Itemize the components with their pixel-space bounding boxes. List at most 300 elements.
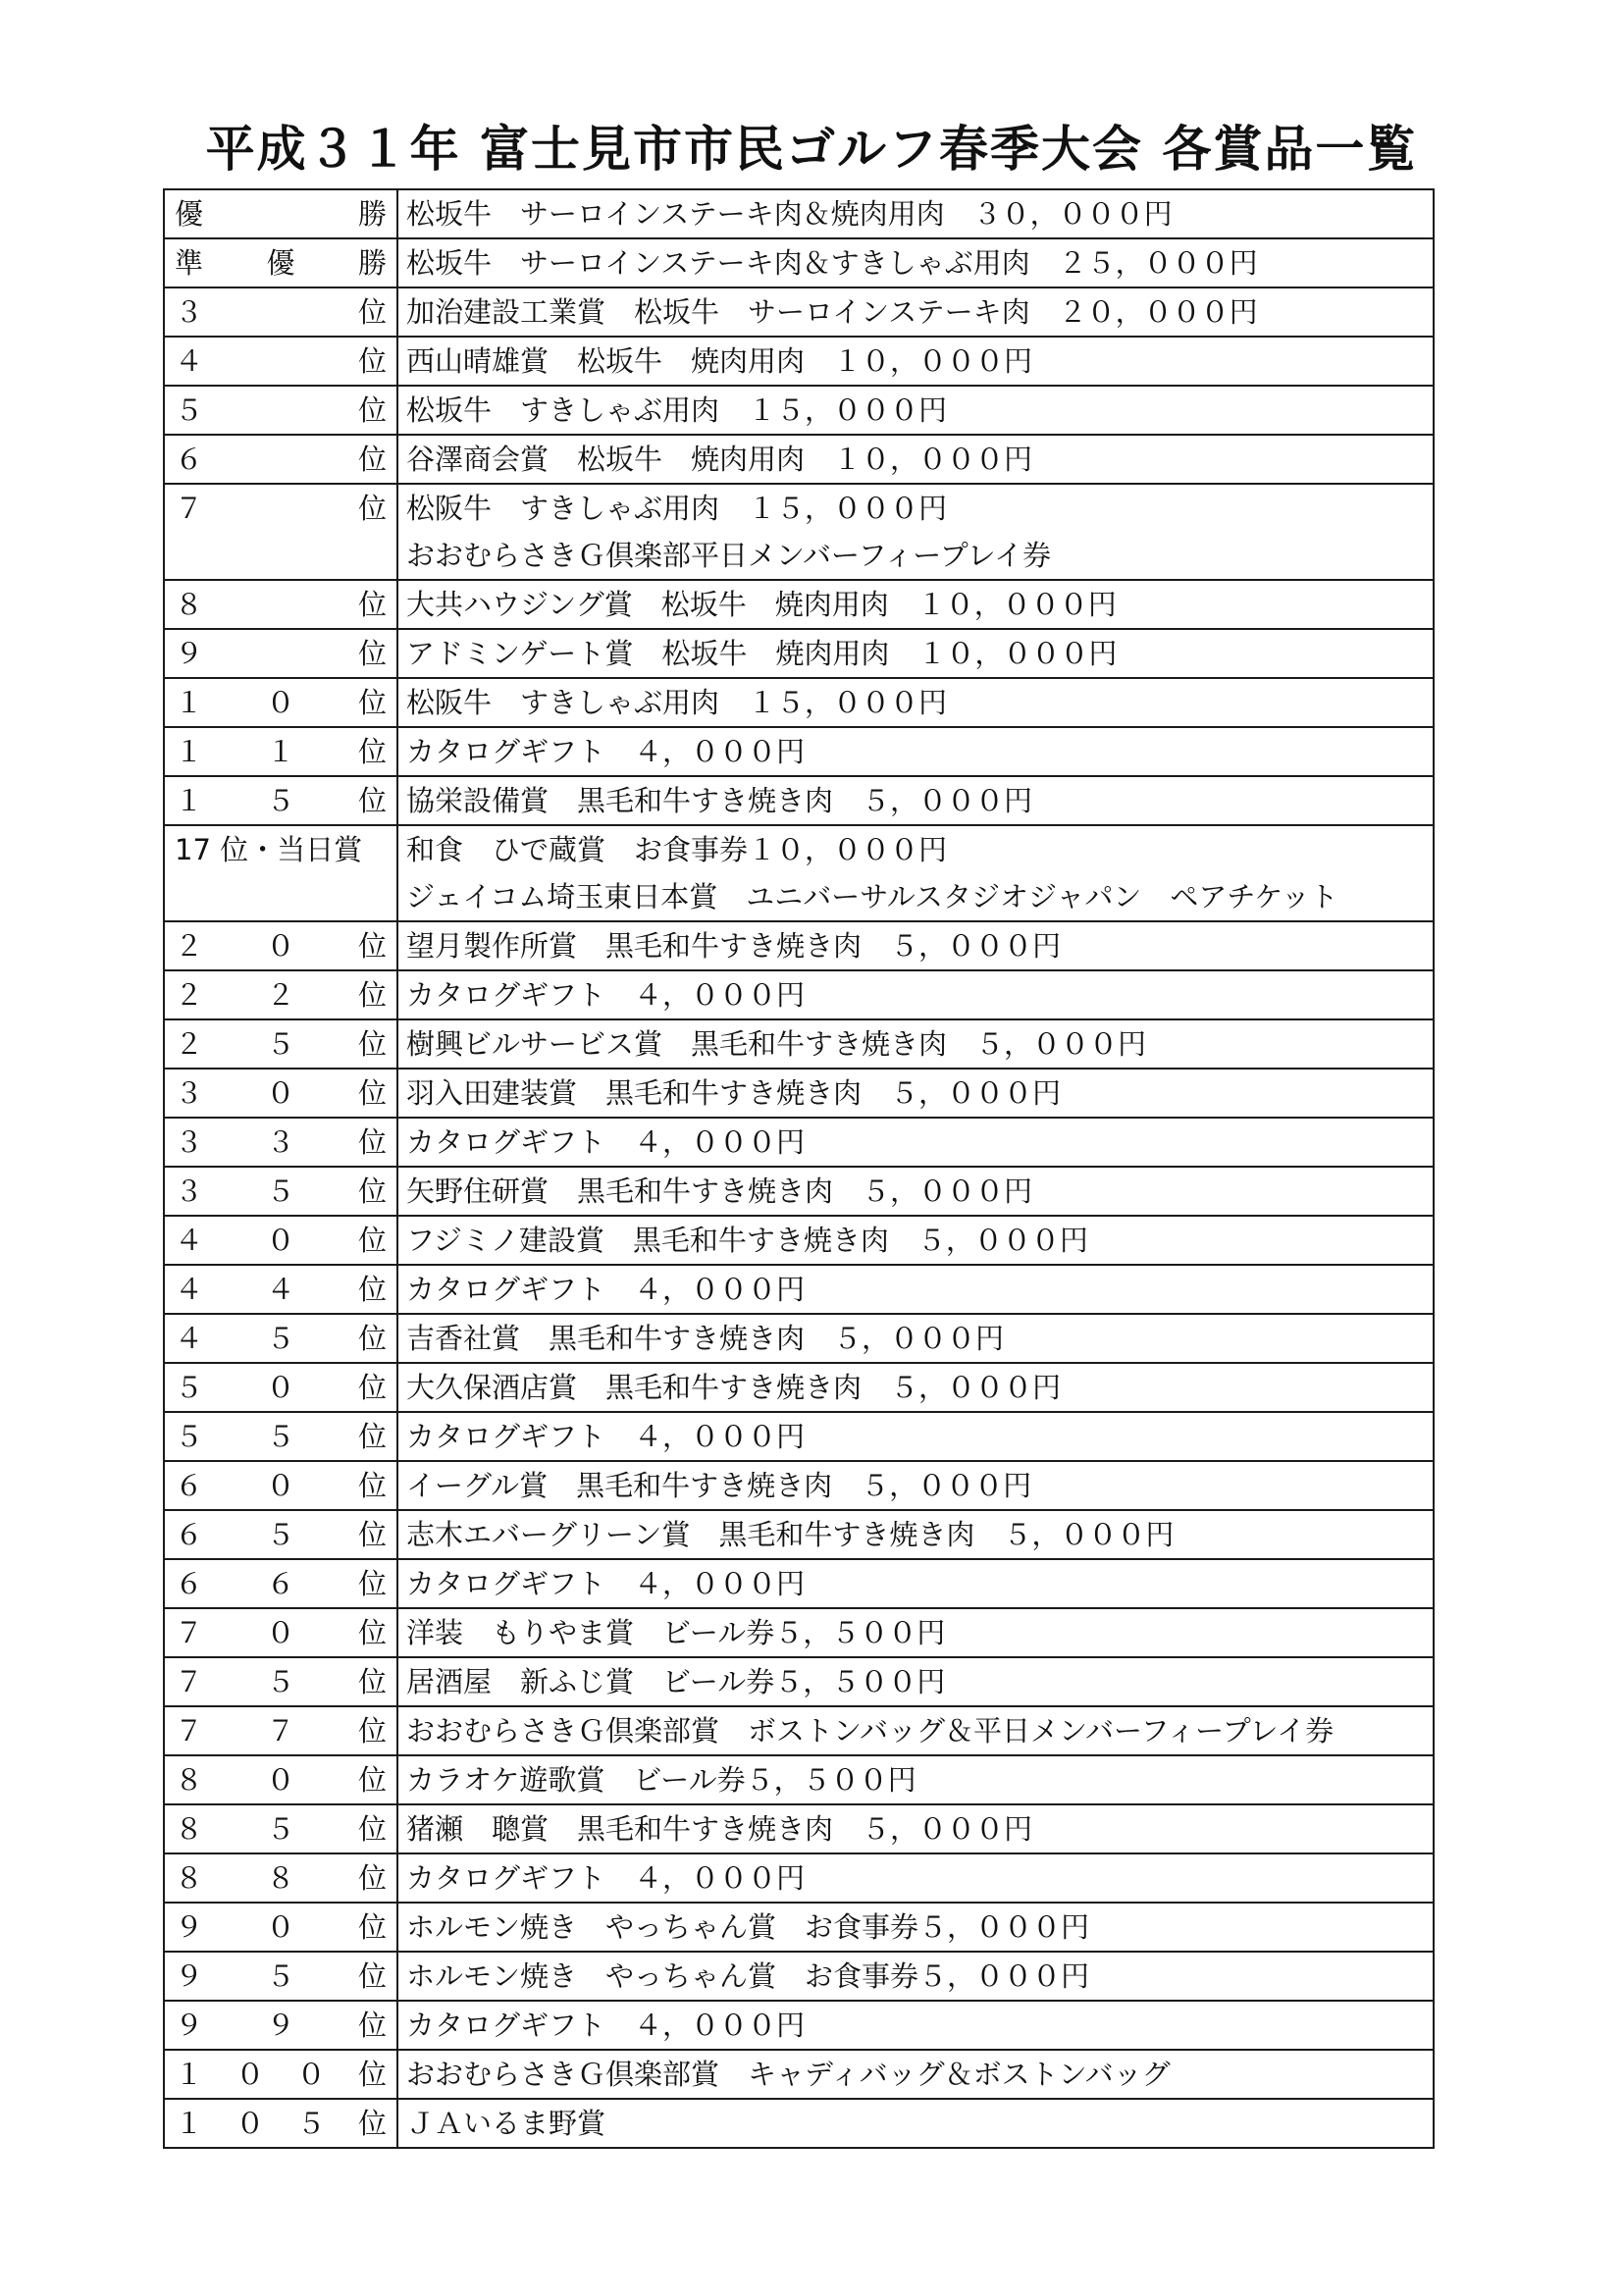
rank-text: ２ bbox=[175, 1027, 204, 1061]
rank-cell bbox=[164, 189, 397, 238]
rank-text: ５ bbox=[266, 1959, 295, 1993]
prize-cell bbox=[397, 580, 1434, 629]
rank-label bbox=[175, 485, 387, 532]
rank-text: 位 bbox=[357, 588, 387, 621]
rank-label bbox=[175, 1364, 387, 1411]
prize-text: 和食 ひで蔵賞 お食事券１０，０００円 bbox=[406, 833, 948, 866]
rank-cell bbox=[164, 1167, 397, 1216]
table-row bbox=[164, 1118, 1434, 1167]
prize-cell bbox=[397, 1167, 1434, 1216]
rank-text: 位 bbox=[357, 1665, 387, 1698]
rank-text: 位 bbox=[357, 2058, 387, 2091]
prize-cell bbox=[397, 1657, 1434, 1706]
rank-text: ７ bbox=[266, 1714, 295, 1748]
prize-cell bbox=[397, 1461, 1434, 1510]
prize-text: 樹興ビルサービス賞 黒毛和牛すき焼き肉 ５，０００円 bbox=[406, 1027, 1147, 1061]
table-row bbox=[164, 629, 1434, 678]
rank-label bbox=[175, 1904, 387, 1951]
table-row bbox=[164, 825, 1434, 921]
rank-text: ８ bbox=[175, 588, 204, 621]
table-row bbox=[164, 1608, 1434, 1657]
rank-label bbox=[175, 288, 387, 336]
rank-text: 位 bbox=[357, 295, 387, 329]
rank-text: 位 bbox=[357, 393, 387, 427]
prize-cell bbox=[397, 629, 1434, 678]
rank-text: ２ bbox=[175, 978, 204, 1012]
rank-text: 位 bbox=[357, 1420, 387, 1453]
table-row bbox=[164, 189, 1434, 238]
table-row bbox=[164, 1167, 1434, 1216]
rank-label bbox=[175, 826, 387, 873]
prize-cell bbox=[397, 484, 1434, 580]
table-row bbox=[164, 435, 1434, 484]
rank-text: １ bbox=[175, 686, 204, 719]
rank-cell bbox=[164, 1265, 397, 1314]
table-row bbox=[164, 1461, 1434, 1510]
rank-label bbox=[175, 1756, 387, 1803]
table-row bbox=[164, 921, 1434, 970]
rank-text: ７ bbox=[175, 492, 204, 525]
rank-label bbox=[175, 1413, 387, 1460]
rank-cell bbox=[164, 287, 397, 337]
rank-cell bbox=[164, 2099, 397, 2148]
prize-text: 谷澤商会賞 松坂牛 焼肉用肉 １０，０００円 bbox=[406, 443, 1033, 476]
rank-text: ８ bbox=[175, 1763, 204, 1797]
rank-label bbox=[175, 1266, 387, 1313]
rank-text: ４ bbox=[175, 1273, 204, 1306]
table-row bbox=[164, 1265, 1434, 1314]
rank-cell bbox=[164, 1314, 397, 1363]
prize-text: 矢野住研賞 黒毛和牛すき焼き肉 ５，０００円 bbox=[406, 1174, 1033, 1208]
rank-cell bbox=[164, 678, 397, 727]
prize-cell bbox=[397, 1412, 1434, 1461]
prize-cell bbox=[397, 1559, 1434, 1608]
rank-cell bbox=[164, 1657, 397, 1706]
rank-text: ５ bbox=[266, 1518, 295, 1551]
rank-text: ５ bbox=[175, 1371, 204, 1404]
rank-text: ７ bbox=[175, 1665, 204, 1698]
rank-text: ０ bbox=[266, 929, 295, 963]
rank-label bbox=[175, 1217, 387, 1264]
rank-text: １ bbox=[175, 735, 204, 768]
rank-text: 位 bbox=[357, 1322, 387, 1355]
rank-text: ８ bbox=[175, 1812, 204, 1846]
prize-table bbox=[163, 188, 1435, 2149]
prize-text: 居酒屋 新ふじ賞 ビール券５，５００円 bbox=[406, 1665, 946, 1698]
rank-text: ３ bbox=[175, 1174, 204, 1208]
prize-cell bbox=[397, 1216, 1434, 1265]
rank-cell bbox=[164, 1952, 397, 2001]
rank-text: 位 bbox=[357, 1076, 387, 1110]
prize-cell bbox=[397, 1019, 1434, 1069]
prize-text: 羽入田建装賞 黒毛和牛すき焼き肉 ５，０００円 bbox=[406, 1076, 1062, 1110]
rank-text: 位 bbox=[357, 1371, 387, 1404]
rank-label bbox=[175, 2002, 387, 2049]
rank-cell bbox=[164, 1412, 397, 1461]
rank-label bbox=[175, 1854, 387, 1902]
rank-label bbox=[175, 1462, 387, 1509]
table-row bbox=[164, 1903, 1434, 1952]
table-row bbox=[164, 1069, 1434, 1118]
rank-text: ９ bbox=[175, 1910, 204, 1944]
prize-text: カタログギフト ４，０００円 bbox=[406, 1125, 806, 1159]
rank-text: ４ bbox=[175, 1224, 204, 1257]
prize-text: カタログギフト ４，０００円 bbox=[406, 1567, 806, 1600]
rank-text: ３ bbox=[175, 295, 204, 329]
rank-cell bbox=[164, 580, 397, 629]
rank-text: ０ bbox=[296, 2058, 326, 2091]
rank-cell bbox=[164, 825, 397, 921]
rank-cell bbox=[164, 1853, 397, 1903]
prize-text: ホルモン焼き やっちゃん賞 お食事券５，０００円 bbox=[406, 1910, 1090, 1944]
rank-text: ０ bbox=[266, 1371, 295, 1404]
prize-text: 松坂牛 サーロインステーキ肉＆焼肉用肉 ３０，０００円 bbox=[406, 197, 1173, 231]
table-row bbox=[164, 238, 1434, 287]
rank-label bbox=[175, 338, 387, 385]
rank-text: ５ bbox=[175, 393, 204, 427]
prize-cell bbox=[397, 1903, 1434, 1952]
prize-text: おおむらさきＧ倶楽部平日メンバーフィープレイ券 bbox=[406, 539, 1052, 572]
rank-text: 勝 bbox=[357, 246, 387, 280]
rank-cell bbox=[164, 1118, 397, 1167]
rank-text: １ bbox=[266, 735, 295, 768]
rank-text: ９ bbox=[175, 2009, 204, 2042]
rank-label bbox=[175, 1511, 387, 1558]
rank-text: ５ bbox=[266, 1420, 295, 1453]
prize-table-body bbox=[164, 189, 1434, 2148]
rank-text: 準 bbox=[175, 246, 204, 280]
rank-text: 位 bbox=[357, 1861, 387, 1895]
rank-text: 位 bbox=[357, 1763, 387, 1797]
rank-text: ０ bbox=[266, 686, 295, 719]
table-row bbox=[164, 1755, 1434, 1804]
rank-cell bbox=[164, 1363, 397, 1412]
prize-text: カタログギフト ４，０００円 bbox=[406, 1273, 806, 1306]
rank-text: ５ bbox=[266, 1812, 295, 1846]
prize-text: 加治建設工業賞 松坂牛 サーロインステーキ肉 ２０，０００円 bbox=[406, 295, 1258, 329]
table-row bbox=[164, 580, 1434, 629]
table-row bbox=[164, 484, 1434, 580]
prize-text: おおむらさきＧ倶楽部賞 キャディバッグ＆ボストンバッグ bbox=[406, 2058, 1171, 2091]
rank-text: ９ bbox=[175, 637, 204, 670]
rank-label bbox=[175, 1315, 387, 1362]
table-row bbox=[164, 1657, 1434, 1706]
rank-cell bbox=[164, 1755, 397, 1804]
prize-text: 松阪牛 すきしゃぶ用肉 １５，０００円 bbox=[406, 492, 948, 525]
rank-label bbox=[175, 239, 387, 287]
prize-text: 大久保酒店賞 黒毛和牛すき焼き肉 ５，０００円 bbox=[406, 1371, 1062, 1404]
rank-cell bbox=[164, 1559, 397, 1608]
rank-text: 位 bbox=[357, 978, 387, 1012]
rank-text: １ bbox=[175, 784, 204, 817]
prize-text: フジミノ建設賞 黒毛和牛すき焼き肉 ５，０００円 bbox=[406, 1224, 1088, 1257]
rank-label bbox=[175, 581, 387, 628]
rank-text: 位 bbox=[357, 686, 387, 719]
prize-cell bbox=[397, 1755, 1434, 1804]
rank-text: 位 bbox=[357, 344, 387, 378]
table-row bbox=[164, 1019, 1434, 1069]
table-row bbox=[164, 1559, 1434, 1608]
prize-cell bbox=[397, 2099, 1434, 2148]
rank-text: ３ bbox=[175, 1076, 204, 1110]
rank-text: ９ bbox=[266, 2009, 295, 2042]
rank-cell bbox=[164, 1461, 397, 1510]
table-row bbox=[164, 1706, 1434, 1755]
prize-cell bbox=[397, 1265, 1434, 1314]
rank-text: 位 bbox=[357, 929, 387, 963]
rank-cell bbox=[164, 484, 397, 580]
rank-cell bbox=[164, 2050, 397, 2099]
rank-text: 位 bbox=[357, 1469, 387, 1502]
prize-text: カラオケ遊歌賞 ビール券５，５００円 bbox=[406, 1763, 916, 1797]
table-row bbox=[164, 287, 1434, 337]
table-row bbox=[164, 727, 1434, 776]
rank-text: ８ bbox=[175, 1861, 204, 1895]
rank-label bbox=[175, 1609, 387, 1656]
prize-cell bbox=[397, 2001, 1434, 2050]
prize-text: ジェイコム埼玉東日本賞 ユニバーサルスタジオジャパン ペアチケット bbox=[406, 880, 1338, 913]
prize-cell bbox=[397, 337, 1434, 386]
table-row bbox=[164, 1314, 1434, 1363]
rank-cell bbox=[164, 435, 397, 484]
rank-text: ０ bbox=[266, 1616, 295, 1649]
table-row bbox=[164, 386, 1434, 435]
rank-label bbox=[175, 436, 387, 483]
prize-text: カタログギフト ４，０００円 bbox=[406, 2009, 806, 2042]
table-row bbox=[164, 1804, 1434, 1853]
rank-text: 優 bbox=[266, 246, 295, 280]
rank-text: 位 bbox=[357, 1812, 387, 1846]
prize-text: 協栄設備賞 黒毛和牛すき焼き肉 ５，０００円 bbox=[406, 784, 1033, 817]
table-row bbox=[164, 1412, 1434, 1461]
rank-cell bbox=[164, 776, 397, 825]
rank-label bbox=[175, 2051, 387, 2098]
rank-text: ３ bbox=[175, 1125, 204, 1159]
rank-text: 位 bbox=[357, 1959, 387, 1993]
prize-text: 洋装 もりやま賞 ビール券５，５００円 bbox=[406, 1616, 946, 1649]
rank-text: ５ bbox=[266, 784, 295, 817]
prize-text: 猪瀬 聰賞 黒毛和牛すき焼き肉 ５，０００円 bbox=[406, 1812, 1033, 1846]
rank-cell bbox=[164, 1608, 397, 1657]
prize-text: おおむらさきＧ倶楽部賞 ボストンバッグ＆平日メンバーフィープレイ券 bbox=[406, 1714, 1335, 1748]
prize-cell bbox=[397, 1952, 1434, 2001]
table-row bbox=[164, 776, 1434, 825]
rank-text: 位 bbox=[357, 1567, 387, 1600]
rank-text: ５ bbox=[266, 1174, 295, 1208]
rank-text: １ bbox=[175, 2107, 204, 2140]
rank-text: 位 bbox=[357, 1174, 387, 1208]
rank-cell bbox=[164, 727, 397, 776]
prize-text: 望月製作所賞 黒毛和牛すき焼き肉 ５，０００円 bbox=[406, 929, 1062, 963]
table-row bbox=[164, 970, 1434, 1019]
prize-cell bbox=[397, 287, 1434, 337]
rank-text: 位 bbox=[357, 1224, 387, 1257]
rank-label bbox=[175, 679, 387, 726]
rank-text: ５ bbox=[175, 1420, 204, 1453]
rank-cell bbox=[164, 1019, 397, 1069]
rank-text: ６ bbox=[266, 1567, 295, 1600]
rank-text: 優 bbox=[175, 197, 204, 231]
rank-label bbox=[175, 922, 387, 969]
rank-label bbox=[175, 190, 387, 237]
prize-cell bbox=[397, 386, 1434, 435]
rank-text: ２ bbox=[266, 978, 295, 1012]
prize-text: 志木エバーグリーン賞 黒毛和牛すき焼き肉 ５，０００円 bbox=[406, 1518, 1175, 1551]
rank-text: ４ bbox=[175, 344, 204, 378]
rank-text: ０ bbox=[266, 1224, 295, 1257]
rank-label bbox=[175, 777, 387, 824]
rank-cell bbox=[164, 1804, 397, 1853]
rank-label bbox=[175, 1658, 387, 1705]
rank-cell bbox=[164, 1216, 397, 1265]
table-row bbox=[164, 1853, 1434, 1903]
prize-cell bbox=[397, 678, 1434, 727]
rank-text: ０ bbox=[266, 1763, 295, 1797]
rank-text: ５ bbox=[266, 1027, 295, 1061]
prize-cell bbox=[397, 1314, 1434, 1363]
prize-text: カタログギフト ４，０００円 bbox=[406, 1420, 806, 1453]
prize-text: 西山晴雄賞 松坂牛 焼肉用肉 １０，０００円 bbox=[406, 344, 1033, 378]
rank-label bbox=[175, 1119, 387, 1166]
prize-text: 松坂牛 サーロインステーキ肉＆すきしゃぶ用肉 ２５，０００円 bbox=[406, 246, 1258, 280]
prize-cell bbox=[397, 1706, 1434, 1755]
prize-text: ホルモン焼き やっちゃん賞 お食事券５，０００円 bbox=[406, 1959, 1090, 1993]
prize-cell bbox=[397, 776, 1434, 825]
rank-text: 位 bbox=[357, 637, 387, 670]
rank-cell bbox=[164, 1069, 397, 1118]
rank-text: ６ bbox=[175, 1518, 204, 1551]
prize-text: 大共ハウジング賞 松坂牛 焼肉用肉 １０，０００円 bbox=[406, 588, 1117, 621]
prize-cell bbox=[397, 2050, 1434, 2099]
prize-text: カタログギフト ４，０００円 bbox=[406, 978, 806, 1012]
rank-text: ８ bbox=[266, 1861, 295, 1895]
table-row bbox=[164, 2050, 1434, 2099]
rank-text: ６ bbox=[175, 443, 204, 476]
rank-text: 位 bbox=[357, 784, 387, 817]
rank-text: ５ bbox=[266, 1665, 295, 1698]
prize-cell bbox=[397, 1363, 1434, 1412]
prize-cell bbox=[397, 1069, 1434, 1118]
rank-text: 17 位・当日賞 bbox=[175, 833, 363, 866]
rank-text: ０ bbox=[236, 2107, 265, 2140]
rank-text: 勝 bbox=[357, 197, 387, 231]
prize-text: イーグル賞 黒毛和牛すき焼き肉 ５，０００円 bbox=[406, 1469, 1032, 1502]
table-row bbox=[164, 2001, 1434, 2050]
rank-text: ０ bbox=[266, 1910, 295, 1944]
rank-text: ４ bbox=[175, 1322, 204, 1355]
rank-cell bbox=[164, 238, 397, 287]
rank-label bbox=[175, 971, 387, 1018]
prize-cell bbox=[397, 189, 1434, 238]
prize-text: 吉香社賞 黒毛和牛すき焼き肉 ５，０００円 bbox=[406, 1322, 1005, 1355]
rank-text: ２ bbox=[175, 929, 204, 963]
rank-cell bbox=[164, 629, 397, 678]
prize-text: カタログギフト ４，０００円 bbox=[406, 735, 806, 768]
prize-cell bbox=[397, 435, 1434, 484]
rank-label bbox=[175, 1560, 387, 1607]
rank-cell bbox=[164, 970, 397, 1019]
table-row bbox=[164, 1216, 1434, 1265]
rank-text: ５ bbox=[266, 1322, 295, 1355]
rank-text: ０ bbox=[266, 1469, 295, 1502]
rank-text: １ bbox=[175, 2058, 204, 2091]
rank-text: 位 bbox=[357, 1910, 387, 1944]
table-row bbox=[164, 1510, 1434, 1559]
rank-text: ９ bbox=[175, 1959, 204, 1993]
prize-cell bbox=[397, 1853, 1434, 1903]
table-row bbox=[164, 337, 1434, 386]
table-row bbox=[164, 2099, 1434, 2148]
rank-cell bbox=[164, 1903, 397, 1952]
prize-cell bbox=[397, 1118, 1434, 1167]
rank-cell bbox=[164, 1706, 397, 1755]
prize-text: 松阪牛 すきしゃぶ用肉 １５，０００円 bbox=[406, 686, 948, 719]
rank-text: 位 bbox=[357, 1714, 387, 1748]
rank-text: ７ bbox=[175, 1714, 204, 1748]
rank-label bbox=[175, 2100, 387, 2147]
rank-label bbox=[175, 1953, 387, 2000]
rank-text: ０ bbox=[236, 2058, 265, 2091]
rank-text: 位 bbox=[357, 1273, 387, 1306]
rank-label bbox=[175, 387, 387, 434]
rank-text: 位 bbox=[357, 1518, 387, 1551]
prize-cell bbox=[397, 727, 1434, 776]
rank-text: ３ bbox=[266, 1125, 295, 1159]
prize-text: アドミンゲート賞 松坂牛 焼肉用肉 １０，０００円 bbox=[406, 637, 1118, 670]
rank-text: ７ bbox=[175, 1616, 204, 1649]
rank-text: 位 bbox=[357, 2107, 387, 2140]
rank-text: ４ bbox=[266, 1273, 295, 1306]
rank-text: ６ bbox=[175, 1567, 204, 1600]
rank-text: 位 bbox=[357, 1027, 387, 1061]
rank-text: ６ bbox=[175, 1469, 204, 1502]
rank-text: ０ bbox=[266, 1076, 295, 1110]
table-row bbox=[164, 1952, 1434, 2001]
prize-cell bbox=[397, 238, 1434, 287]
rank-label bbox=[175, 630, 387, 677]
rank-text: 位 bbox=[357, 1125, 387, 1159]
page-title: 平成３１年 富士見市市民ゴルフ春季大会 各賞品一覧 bbox=[205, 121, 1418, 178]
prize-text: ＪＡいるま野賞 bbox=[406, 2107, 606, 2140]
table-row bbox=[164, 678, 1434, 727]
rank-cell bbox=[164, 337, 397, 386]
prize-cell bbox=[397, 1804, 1434, 1853]
rank-text: 位 bbox=[357, 492, 387, 525]
rank-label bbox=[175, 1805, 387, 1852]
rank-cell bbox=[164, 2001, 397, 2050]
rank-label bbox=[175, 1020, 387, 1068]
rank-text: 位 bbox=[357, 1616, 387, 1649]
rank-cell bbox=[164, 386, 397, 435]
rank-text: 位 bbox=[357, 735, 387, 768]
rank-label bbox=[175, 1168, 387, 1215]
rank-label bbox=[175, 1707, 387, 1754]
rank-cell bbox=[164, 1510, 397, 1559]
prize-cell bbox=[397, 921, 1434, 970]
rank-cell bbox=[164, 921, 397, 970]
rank-text: 位 bbox=[357, 2009, 387, 2042]
prize-text: カタログギフト ４，０００円 bbox=[406, 1861, 806, 1895]
rank-label bbox=[175, 728, 387, 775]
rank-text: 位 bbox=[357, 443, 387, 476]
table-row bbox=[164, 1363, 1434, 1412]
prize-cell bbox=[397, 1608, 1434, 1657]
prize-cell bbox=[397, 970, 1434, 1019]
prize-cell bbox=[397, 1510, 1434, 1559]
prize-cell bbox=[397, 825, 1434, 921]
rank-label bbox=[175, 1070, 387, 1117]
rank-text: ５ bbox=[296, 2107, 326, 2140]
